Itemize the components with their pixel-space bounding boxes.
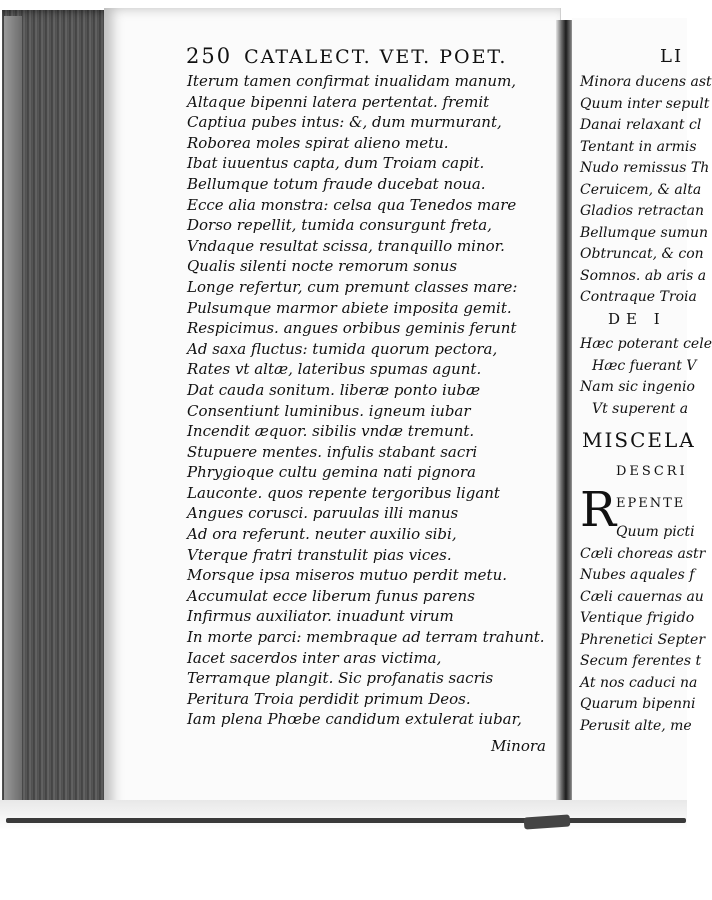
right-line: Quarum bipenni bbox=[580, 696, 696, 712]
verse-line: In morte parci: membraque ad terram trahunt. bbox=[187, 628, 545, 647]
verse-line: Respicimus. angues orbibus geminis ferunt bbox=[187, 319, 517, 338]
verse-line: Angues corusci. paruulas illi manus bbox=[187, 504, 459, 523]
cover-edge bbox=[4, 16, 22, 816]
right-line: Quum inter sepult bbox=[580, 95, 710, 112]
right-line: Quum picti bbox=[616, 524, 695, 540]
verse-line: Morsque ipsa miseros mutuo perdit metu. bbox=[187, 566, 508, 585]
right-line: Cæli choreas astr bbox=[580, 545, 706, 562]
right-de-heading: DE I bbox=[608, 310, 666, 328]
right-line: Gladios retractan bbox=[580, 203, 704, 219]
right-section-title: MISCELA bbox=[582, 428, 696, 452]
verse-line: Bellumque totum fraude ducebat noua. bbox=[187, 174, 486, 193]
right-line: Perusit alte, me bbox=[580, 717, 692, 734]
right-line: Secum ferentes t bbox=[580, 653, 702, 669]
verse-line: Iacet sacerdos inter aras victima, bbox=[187, 648, 442, 667]
verse-lines bbox=[187, 71, 545, 730]
verse-line: Dat cauda sonitum. liberæ ponto iubæ bbox=[187, 380, 481, 399]
verse-line: Dorso repellit, tumida consurgunt freta, bbox=[187, 216, 492, 235]
right-line: Nam sic ingenio bbox=[580, 379, 695, 395]
right-line: Nubes aquales f bbox=[580, 567, 695, 583]
verse-line: Lauconte. quos repente tergoribus ligant bbox=[187, 483, 500, 502]
right-page-content bbox=[572, 18, 712, 818]
right-line: Somnos. ab aris a bbox=[580, 267, 707, 284]
book-bottom-edge bbox=[6, 818, 686, 823]
verse-line: Phrygioque cultu gemina nati pignora bbox=[187, 463, 476, 482]
right-line: Hæc fuerant V bbox=[592, 357, 697, 374]
verse-line: Accumulat ecce liberum funus parens bbox=[187, 586, 475, 605]
catchword: Minora bbox=[491, 737, 546, 755]
verse-line: Ad ora referunt. neuter auxilio sibi, bbox=[187, 525, 457, 544]
verse-line: Pulsumque marmor abiete imposita gemit. bbox=[187, 298, 512, 317]
verse-line: Terramque plangit. Sic profanatis sacris bbox=[187, 669, 494, 688]
verse-line: Ibat iuuentus capta, dum Troiam capit. bbox=[187, 154, 485, 173]
right-line: At nos caduci na bbox=[580, 674, 698, 691]
right-running-head: LI bbox=[660, 46, 684, 67]
verse-line: Iam plena Phœbe candidum extulerat iubar, bbox=[187, 710, 522, 729]
verse-line: Rates vt altæ, lateribus spumas agunt. bbox=[187, 360, 482, 379]
right-smallcaps-start: EPENTE bbox=[616, 496, 686, 511]
right-line: Bellumque sumun bbox=[580, 224, 709, 241]
verse-line: Peritura Troia perdidit primum Deos. bbox=[187, 689, 471, 708]
right-line: Tentant in armis bbox=[580, 138, 697, 155]
verse-line: Qualis silenti nocte remorum sonus bbox=[187, 257, 458, 276]
verse-line: Roborea moles spirat alieno metu. bbox=[187, 133, 449, 152]
page-number: 250 bbox=[186, 44, 233, 68]
right-line: Nudo remissus Th bbox=[580, 160, 710, 176]
right-line: Hæc poterant cele bbox=[580, 336, 712, 352]
drop-cap: R bbox=[580, 482, 617, 538]
verse-line: Stupuere mentes. infulis stabant sacri bbox=[187, 442, 478, 461]
verse-line: Incendit æquor. sibilis vndæ tremunt. bbox=[187, 422, 475, 441]
right-line: Obtruncat, & con bbox=[580, 246, 704, 262]
bottom-shadow bbox=[0, 800, 687, 830]
verse-line: Longe refertur, cum premunt classes mare: bbox=[187, 277, 518, 296]
right-line: Minora ducens ast bbox=[580, 74, 712, 90]
right-line: Contraque Troia bbox=[580, 289, 697, 305]
right-line: Cæli cauernas au bbox=[580, 588, 704, 605]
right-line: Vt superent a bbox=[592, 400, 689, 417]
verse-line: Vterque fratri transtulit pias vices. bbox=[187, 545, 452, 564]
verse-line: Altaque bipenni latera pertentat. fremit bbox=[187, 92, 490, 111]
right-line: Phrenetici Septer bbox=[580, 631, 706, 648]
verse-line: Ad saxa fluctus: tumida quorum pectora, bbox=[187, 339, 498, 358]
right-line: Ventique frigido bbox=[580, 610, 695, 626]
verse-line: Infirmus auxiliator. inuadunt virum bbox=[187, 607, 454, 626]
verse-line: Consentiunt luminibus. igneum iubar bbox=[187, 401, 471, 420]
right-line: Danai relaxant cl bbox=[580, 117, 702, 133]
right-page bbox=[572, 18, 712, 818]
right-line: Ceruicem, & alta bbox=[580, 181, 702, 198]
verse-line: Captiua pubes intus: &, dum murmurant, bbox=[187, 113, 502, 132]
right-descr-heading: DESCRI bbox=[616, 464, 688, 479]
running-head-title: CATALECT. VET. POET. bbox=[244, 46, 508, 68]
verse-line: Iterum tamen confirmat inualidam manum, bbox=[187, 72, 517, 90]
running-head bbox=[186, 44, 516, 72]
verse-line: Vndaque resultat scissa, tranquillo minor. bbox=[187, 236, 505, 255]
verse-line: Ecce alia monstra: celsa qua Tenedos mare bbox=[187, 195, 517, 214]
